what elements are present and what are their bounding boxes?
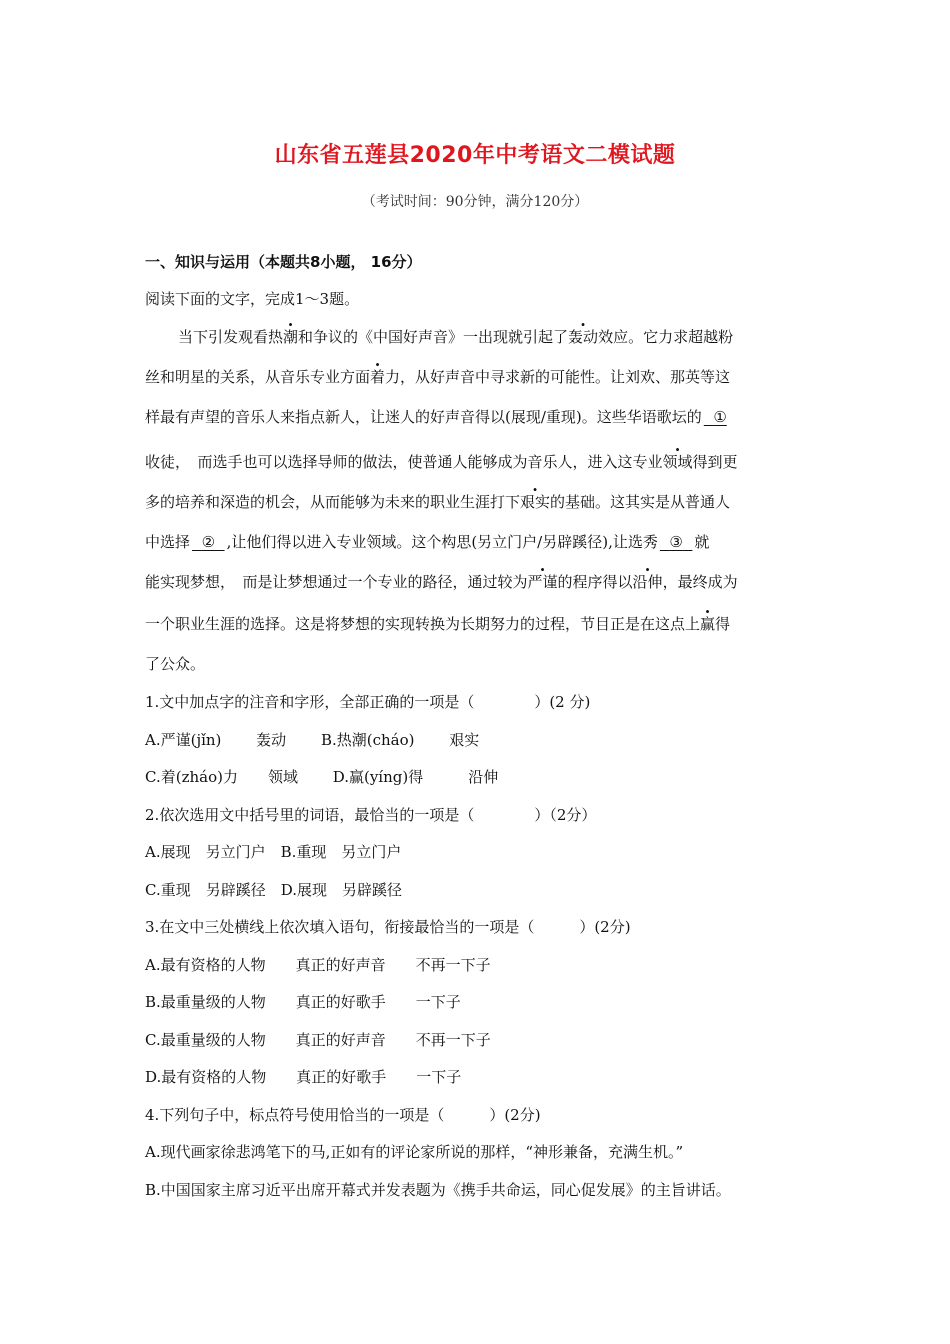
dotted-char: 赢	[700, 615, 716, 633]
dotted-char: 领域	[662, 453, 693, 471]
exam-info: （考试时间：90分钟，满分120分）	[361, 194, 589, 210]
question-1-option-ab: A.严谨(jǐn) 轰动 B.热潮(cháo) 艰实	[145, 731, 480, 749]
passage-line-3: 样最有声望的音乐人来指点新人，让迷人的好声音得以(展现/重现)。这些华语歌坛的 ①	[145, 408, 727, 426]
question-1-option-cd: C.着(zháo)力 领域 D.赢(yíng)得 沿伸	[145, 768, 499, 786]
blank-3: ③	[669, 533, 683, 551]
passage-line-7: 能实现梦想， 而是让梦想通过一个专业的路径，通过较为严谨的程序得以沿伸，最终成为	[145, 573, 738, 591]
question-4-option-a: A.现代画家徐悲鸿笔下的马,正如有的评论家所说的那样，“神形兼备，充满生机。”	[145, 1143, 684, 1161]
dotted-char: 沿伸	[632, 573, 663, 591]
passage-line-6: 中选择 ② ,让他们得以进入专业领域。这个构思(另立门户/另辟蹊径),让选秀 ③ 就	[145, 533, 710, 551]
reading-instruction: 阅读下面的文字，完成1～3题。	[145, 290, 360, 308]
dotted-char: 着	[370, 368, 386, 386]
passage-line-8: 一个职业生涯的选择。这是将梦想的实现转换为长期努力的过程，节目正是在这点上赢得	[145, 615, 731, 633]
passage-line-4: 收徒， 而选手也可以选择导师的做法，使普通人能够成为音乐人，进入这专业领域得到更	[145, 453, 738, 471]
dotted-char: 潮	[283, 328, 299, 346]
blank-2: ②	[201, 533, 216, 551]
page-title: 山东省五莲县2020年中考语文二模试题	[274, 143, 676, 168]
question-4-stem: 4.下列句子中，标点符号使用恰当的一项是（ ）(2分)	[145, 1106, 541, 1124]
passage-line-2: 丝和明星的关系，从音乐专业方面着力，从好声音中寻求新的可能性。让刘欢、那英等这	[145, 368, 731, 386]
question-3-option-d: D.最有资格的人物 真正的好歌手 一下子	[145, 1068, 462, 1086]
dotted-char: 严谨	[527, 573, 558, 591]
passage-line-1: 当下引发观看热潮和争议的《中国好声音》一出现就引起了轰动效应。它力求超越粉	[178, 328, 734, 346]
blank-1: ①	[713, 408, 727, 426]
dotted-char: 艰实	[520, 493, 551, 511]
passage-line-9: 了公众。	[145, 655, 206, 673]
passage-line-5: 多的培养和深造的机会，从而能够为未来的职业生涯打下艰实的基础。这其实是从普通人	[145, 493, 731, 511]
question-2-option-cd: C.重现 另辟蹊径 D.展现 另辟蹊径	[145, 881, 402, 899]
question-2-stem: 2.依次选用文中括号里的词语，最恰当的一项是（ ）（2分）	[145, 806, 597, 824]
dotted-char: 轰动	[568, 328, 599, 346]
question-3-option-a: A.最有资格的人物 真正的好声音 不再一下子	[145, 956, 491, 974]
question-2-option-ab: A.展现 另立门户 B.重现 另立门户	[145, 843, 402, 861]
question-4-option-b: B.中国国家主席习近平出席开幕式并发表题为《携手共命运，同心促发展》的主旨讲话。	[145, 1181, 731, 1199]
section-heading: 一、知识与运用（本题共8小题， 16分）	[145, 253, 422, 271]
question-3-option-b: B.最重量级的人物 真正的好歌手 一下子	[145, 993, 461, 1011]
question-3-stem: 3.在文中三处横线上依次填入语句，衔接最恰当的一项是（ ）(2分)	[145, 918, 631, 936]
question-1-stem: 1.文中加点字的注音和字形，全部正确的一项是（ ）(2 分)	[145, 693, 591, 711]
question-3-option-c: C.最重量级的人物 真正的好声音 不再一下子	[145, 1031, 491, 1049]
